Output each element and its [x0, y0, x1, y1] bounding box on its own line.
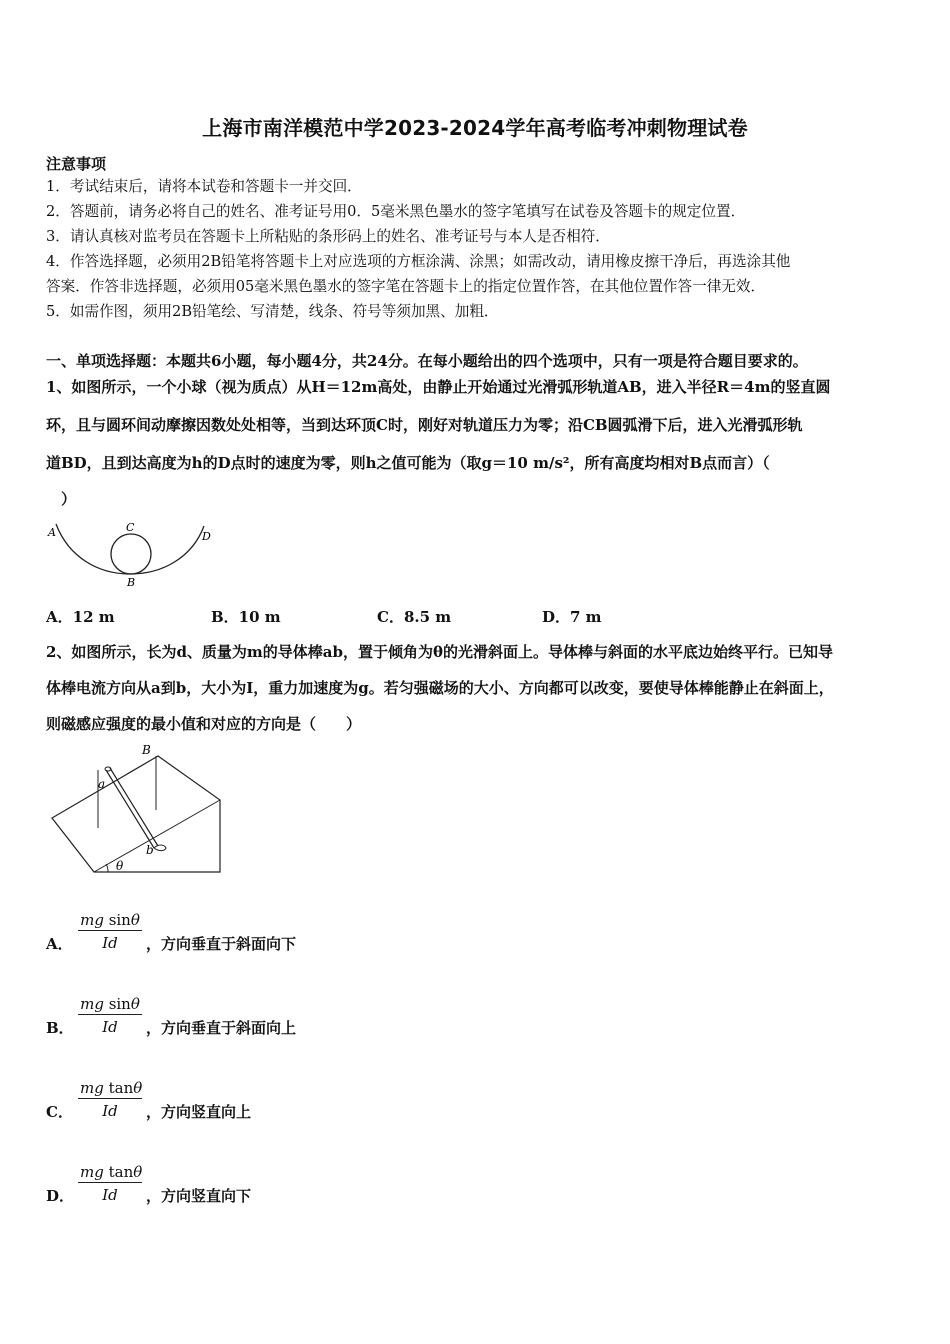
q2-line-3: 则磁感应强度的最小值和对应的方向是（ ） — [46, 715, 362, 733]
option-text: ，方向竖直向上 — [146, 1103, 252, 1121]
option-text: ，方向垂直于斜面向下 — [146, 935, 297, 953]
numerator: mg sinθ — [78, 910, 142, 931]
denominator: Id — [102, 1018, 118, 1036]
page-title: 上海市南洋模范中学2023-2024学年高考临考冲刺物理试卷 — [202, 116, 748, 140]
conductor-rod-edge-2 — [110, 768, 158, 846]
denominator: Id — [102, 1102, 118, 1120]
fraction — [78, 1078, 142, 1121]
notes-heading: 注意事项 — [46, 155, 107, 173]
option-letter: C． — [46, 1103, 73, 1121]
q1-option-b: B．10 m — [211, 608, 281, 626]
note-item-2: 2．答题前，请务必将自己的姓名、准考证号用0．5毫米黑色墨水的签字笔填写在试卷及答题卡的规定位置． — [46, 203, 746, 220]
label-theta: θ — [116, 859, 124, 873]
numerator: mg tanθ — [80, 1163, 143, 1181]
vertical-loop — [111, 534, 151, 574]
note-item-4: 4．作答选择题，必须用2B铅笔将答题卡上对应选项的方框涂满、涂黑；如需改动，请用橡皮擦干净后，再选涂其他 — [46, 253, 791, 270]
label-rod-b: b — [146, 843, 154, 857]
label-b: B — [127, 576, 136, 589]
label-field-b: B — [142, 743, 151, 757]
q1-line-2: 环，且与圆环间动摩擦因数处处相等，当到达环顶C时，刚好对轨道压力为零；沿CB圆弧滑下后，进入光滑弧形轨 — [46, 416, 803, 434]
note-item-3: 3．请认真核对监考员在答题卡上所粘贴的条形码上的姓名、准考证号与本人是否相符． — [46, 228, 610, 245]
incline-edge — [94, 800, 220, 872]
label-d: D — [202, 530, 211, 543]
fraction — [78, 1162, 142, 1205]
q2-line-2: 体棒电流方向从a到b，大小为I，重力加速度为g。若匀强磁场的大小、方向都可以改变，要使导体棒能静止在斜面上， — [46, 679, 834, 697]
option-letter: D． — [46, 1187, 75, 1205]
option-text: ，方向竖直向下 — [146, 1187, 252, 1205]
q1-option-a: A．12 m — [46, 608, 115, 626]
section-heading: 一、单项选择题：本题共6小题，每小题4分，共24分。在每小题给出的四个选项中，只有一项是符合题目要求的。 — [46, 352, 808, 370]
q1-option-c: C．8.5 m — [377, 608, 452, 626]
q1-track-figure — [44, 518, 224, 590]
rod-end-b — [154, 845, 166, 851]
fraction — [78, 994, 142, 1037]
q1-line-4: ） — [46, 490, 77, 508]
option-letter: A． — [46, 935, 73, 953]
angle-arc — [106, 864, 108, 872]
note-item-5: 5．如需作图，须用2B铅笔绘、写清楚，线条、符号等须加黑、加粗． — [46, 303, 499, 320]
option-text: ，方向垂直于斜面向上 — [146, 1019, 297, 1037]
option-letter: B． — [46, 1019, 74, 1037]
label-c: C — [126, 521, 135, 534]
conductor-rod-edge-1 — [106, 770, 154, 848]
q1-line-3: 道BD，且到达高度为h的D点时的速度为零，则h之值可能为（取g＝10 m/s²，所有高度均相对B点而言）（ — [46, 454, 770, 472]
label-a: A — [48, 526, 56, 539]
denominator: Id — [102, 1186, 118, 1204]
denominator: Id — [102, 934, 118, 952]
note-item-1: 1．考试结束后，请将本试卷和答题卡一并交回． — [46, 178, 362, 195]
q2-line-1: 2、如图所示，长为d、质量为m的导体棒ab，置于倾角为θ的光滑斜面上。导体棒与斜面的水平底边始终平行。已知导 — [46, 643, 834, 661]
numerator: mg tanθ — [80, 1079, 143, 1097]
q1-line-1: 1、如图所示，一个小球（视为质点）从H＝12m高处，由静止开始通过光滑弧形轨道AB，进入半径R＝4m的竖直圆 — [46, 378, 831, 396]
fraction — [78, 910, 142, 953]
numerator: mg sinθ — [78, 994, 142, 1015]
q1-option-d: D．7 m — [542, 608, 602, 626]
label-rod-a: a — [98, 777, 106, 791]
note-item-4-cont: 答案．作答非选择题，必须用05毫米黑色墨水的签字笔在答题卡上的指定位置作答，在其他位置作答一律无效． — [46, 278, 766, 295]
q2-incline-figure — [46, 740, 226, 880]
